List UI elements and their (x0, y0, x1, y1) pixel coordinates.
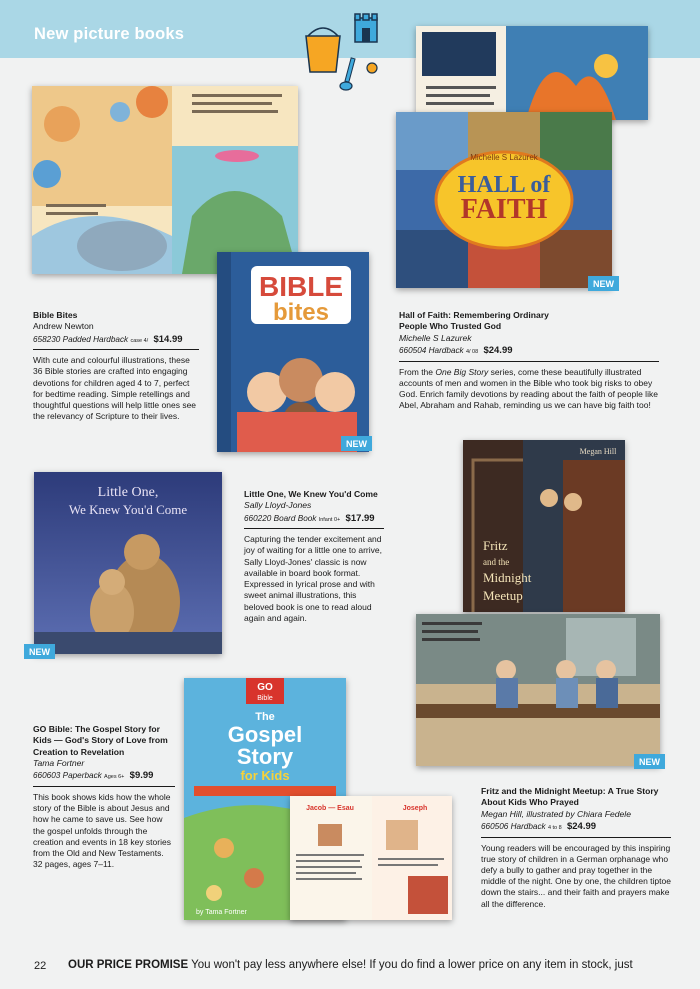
bible-bites-description: With cute and colourful illustrations, these 36 Bible stories are crafted into engaging devotions for children aged 4 to 7, perfect for bedtime reading. Simple retellings and thoughtful questions will help little ones see the relevancy of Scripture to their lives. (33, 355, 197, 422)
fritz-meta: 660506 Hardback 4 to 8 $24.99 (481, 821, 671, 838)
little-one-author: Sally Lloyd-Jones (244, 500, 312, 511)
gospel-story-spread-image (290, 796, 452, 920)
little-one-cover-title-1: Little One, (97, 485, 159, 500)
page-number: 22 (34, 960, 47, 972)
bible-bites-author: Andrew Newton (33, 321, 94, 332)
fritz-cover-author: Megan Hill (579, 447, 617, 456)
gospel-story-meta: 660603 Paperback Ages 6+ $9.99 (33, 770, 175, 787)
little-one-info (244, 489, 384, 624)
little-one-description: Capturing the tender excitement and joy of waiting for a little one to arrive, Sally Lloyd-Jones' classic is now available in board book format. Expressed in lyrical prose and with sweet animal illustrations, this beloved book is one to read aloud again and again. (244, 534, 382, 623)
hall-of-faith-cover-image (396, 112, 612, 288)
fritz-title: Fritz and the Midnight Meetup: A True Story About Kids Who Prayed (481, 786, 659, 808)
section-title: New picture books (34, 25, 185, 43)
hall-of-faith-author: Michelle S Lazurek (399, 332, 472, 343)
gospel-story-cover-badge-1: GO (257, 682, 273, 693)
hall-of-faith-cover-author: Michelle S Lazurek (470, 153, 538, 162)
bible-bites-meta: 658230 Padded Hardback case 4/ $14.99 (33, 334, 199, 351)
fritz-spread-image (416, 614, 660, 766)
fritz-cover-title-4: Meetup (483, 588, 523, 603)
little-one-title: Little One, We Knew You'd Come (244, 489, 378, 499)
gospel-story-cover-badge-2: Bible (257, 695, 273, 702)
fritz-description: Young readers will be encouraged by this inspiring true story of children in a German orphanage who defy a bully to gather and pray together in the middle of the night. One by one, the children tiptoe down the stairs... and their faith and prayers make all the difference. (481, 842, 671, 909)
gospel-story-cover-title-2: Gospel (227, 722, 303, 747)
gospel-story-title: GO Bible: The Gospel Story for Kids — God's Story of Love from Creation to Revelation (33, 724, 168, 757)
gospel-story-cover-title-3: Story (236, 744, 294, 769)
fritz-price: $24.99 (566, 821, 597, 833)
little-one-cover-image (34, 472, 222, 654)
bible-bites-cover-title-2: bites (272, 299, 330, 326)
hall-of-faith-description: From the One Big Story series, come these beautifully illustrated accounts of men and women in the Bible who took big risks to obey God. Enrich family devotions by reading about the faith of people like Abel, Abraham and Rahab, reminding us we can have big faith too! (399, 366, 658, 411)
hall-of-faith-meta: 660504 Hardback 4/ 08 $24.99 (399, 345, 659, 362)
gospel-story-cover-title-4: for Kids (240, 768, 290, 783)
fritz-cover-image (463, 440, 625, 612)
page-footer (0, 958, 700, 978)
gospel-story-spread-title-right: Joseph (402, 805, 428, 812)
fritz-cover-title-2: and the (483, 557, 510, 567)
fritz-author: Megan Hill, illustrated by Chiara Fedele (481, 808, 631, 819)
gospel-story-description: This book shows kids how the whole story of the Bible is about Jesus and how he came to save us. See how the gospel unfolds through the creation and events in 18 key stories from the Old and New Testaments. 32 pages, ages 7–11. (33, 791, 171, 870)
hall-of-faith-cover-title-2: FAITH (460, 194, 548, 225)
gospel-story-price: $9.99 (129, 770, 154, 782)
bible-bites-cover-title-1: BIBLE (259, 271, 343, 302)
bible-bites-info (33, 310, 199, 423)
price-promise: OUR PRICE PROMISE You won't pay less anywhere else! If you do find a lower price on any item in stock, just (68, 959, 633, 971)
fritz-cover-title-1: Fritz (483, 538, 508, 553)
gospel-story-info (33, 724, 175, 870)
gospel-story-cover-author: by Tama Fortner (196, 909, 247, 916)
fritz-info (481, 786, 671, 910)
little-one-meta: 660220 Board Book Infant 0+ $17.99 (244, 513, 384, 530)
fritz-new-badge: NEW (634, 754, 665, 769)
little-one-cover-title-2: We Knew You'd Come (68, 502, 188, 517)
little-one-price: $17.99 (345, 512, 375, 524)
hall-of-faith-title: Hall of Faith: Remembering Ordinary People Who Trusted God (399, 310, 549, 332)
hall-of-faith-info (399, 310, 659, 411)
gospel-story-author: Tama Fortner (33, 758, 85, 769)
bible-bites-price: $14.99 (153, 333, 183, 345)
bucket-spade-illustration (300, 10, 395, 95)
gospel-story-cover-title-1: The (255, 711, 275, 723)
hall-of-faith-spread-image (416, 26, 648, 120)
hall-of-faith-new-badge: NEW (588, 276, 619, 291)
fritz-cover-title-3: Midnight (483, 570, 532, 585)
bible-bites-new-badge: NEW (341, 436, 372, 451)
gospel-story-spread-title-left: Jacob — Esau (306, 805, 354, 812)
bible-bites-cover-image (217, 252, 369, 452)
bible-bites-title: Bible Bites (33, 310, 78, 320)
hall-of-faith-price: $24.99 (483, 345, 513, 357)
little-one-new-badge: NEW (24, 644, 55, 659)
bible-bites-spread-image (32, 86, 298, 274)
hall-of-faith-cover-title-1: HALL of (457, 172, 551, 198)
